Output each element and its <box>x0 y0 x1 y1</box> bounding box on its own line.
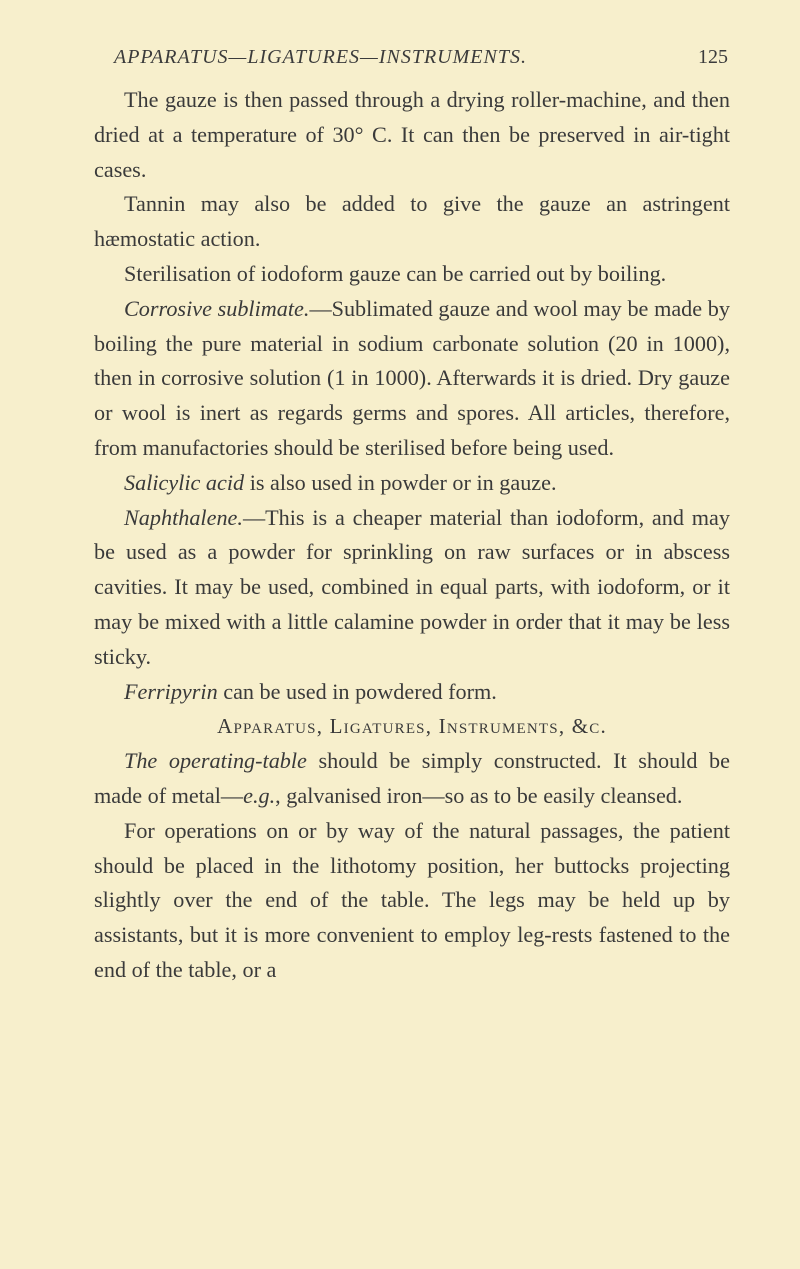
body-text <box>94 83 730 988</box>
running-header <box>114 46 728 69</box>
paragraph-9: For operations on or by way of the natural passages, the patient should be placed in the lithotomy position, her buttocks projecting slightly over the end of the table. The legs may be held up by assistants, but it is more convenient to employ leg-rests fastened to the end of the table, or a <box>94 817 730 982</box>
lead-term: Ferripyrin <box>124 678 218 704</box>
paragraph-7: Ferripyrin can be used in powdered form. <box>124 678 497 704</box>
lead-term: Salicylic acid <box>124 469 245 495</box>
paragraph-4: Corrosive sublimate.—Sublimated gauze and wool may be made by boiling the pure material in sodium carbonate solution (20 in 1000), then in corrosive solution (1 in 1000). Afterwards it is dried. Dry gauze or wool is inert as regards germs and spores. All articles, therefore, from manufactories should be sterilised before being used. <box>94 295 730 460</box>
lead-term: The operating-table <box>124 748 307 774</box>
paragraph-8: The operating-table should be simply constructed. It should be made of metal—e.g., galvanised iron—so as to be easily cleansed. <box>94 748 730 808</box>
paragraph-6: Naphthalene.—This is a cheaper material than iodoform, and may be used as a powder for sprinkling on raw surfaces or in abscess cavities. It may be used, combined in equal parts, with iodoform, or it may be mixed with a little calamine powder in order that it may be less sticky. <box>94 504 730 669</box>
paragraph-1: The gauze is then passed through a drying roller-machine, and then dried at a temperature of 30° C. It can then be preserved in air-tight cases. <box>94 87 730 182</box>
running-title: APPARATUS—LIGATURES—INSTRUMENTS. <box>114 46 527 68</box>
paragraph-5: Salicylic acid is also used in powder or in gauze. <box>124 469 557 495</box>
page-number: 125 <box>698 46 728 68</box>
section-heading: Apparatus, Ligatures, Instruments, &c. <box>217 714 607 739</box>
lead-term: Naphthalene. <box>124 504 243 530</box>
lead-term: Corrosive sublimate. <box>124 295 310 321</box>
paragraph-2: Tannin may also be added to give the gauze an astringent hæmostatic action. <box>94 191 730 252</box>
paragraph-3: Sterilisation of iodoform gauze can be carried out by boiling. <box>124 260 667 286</box>
